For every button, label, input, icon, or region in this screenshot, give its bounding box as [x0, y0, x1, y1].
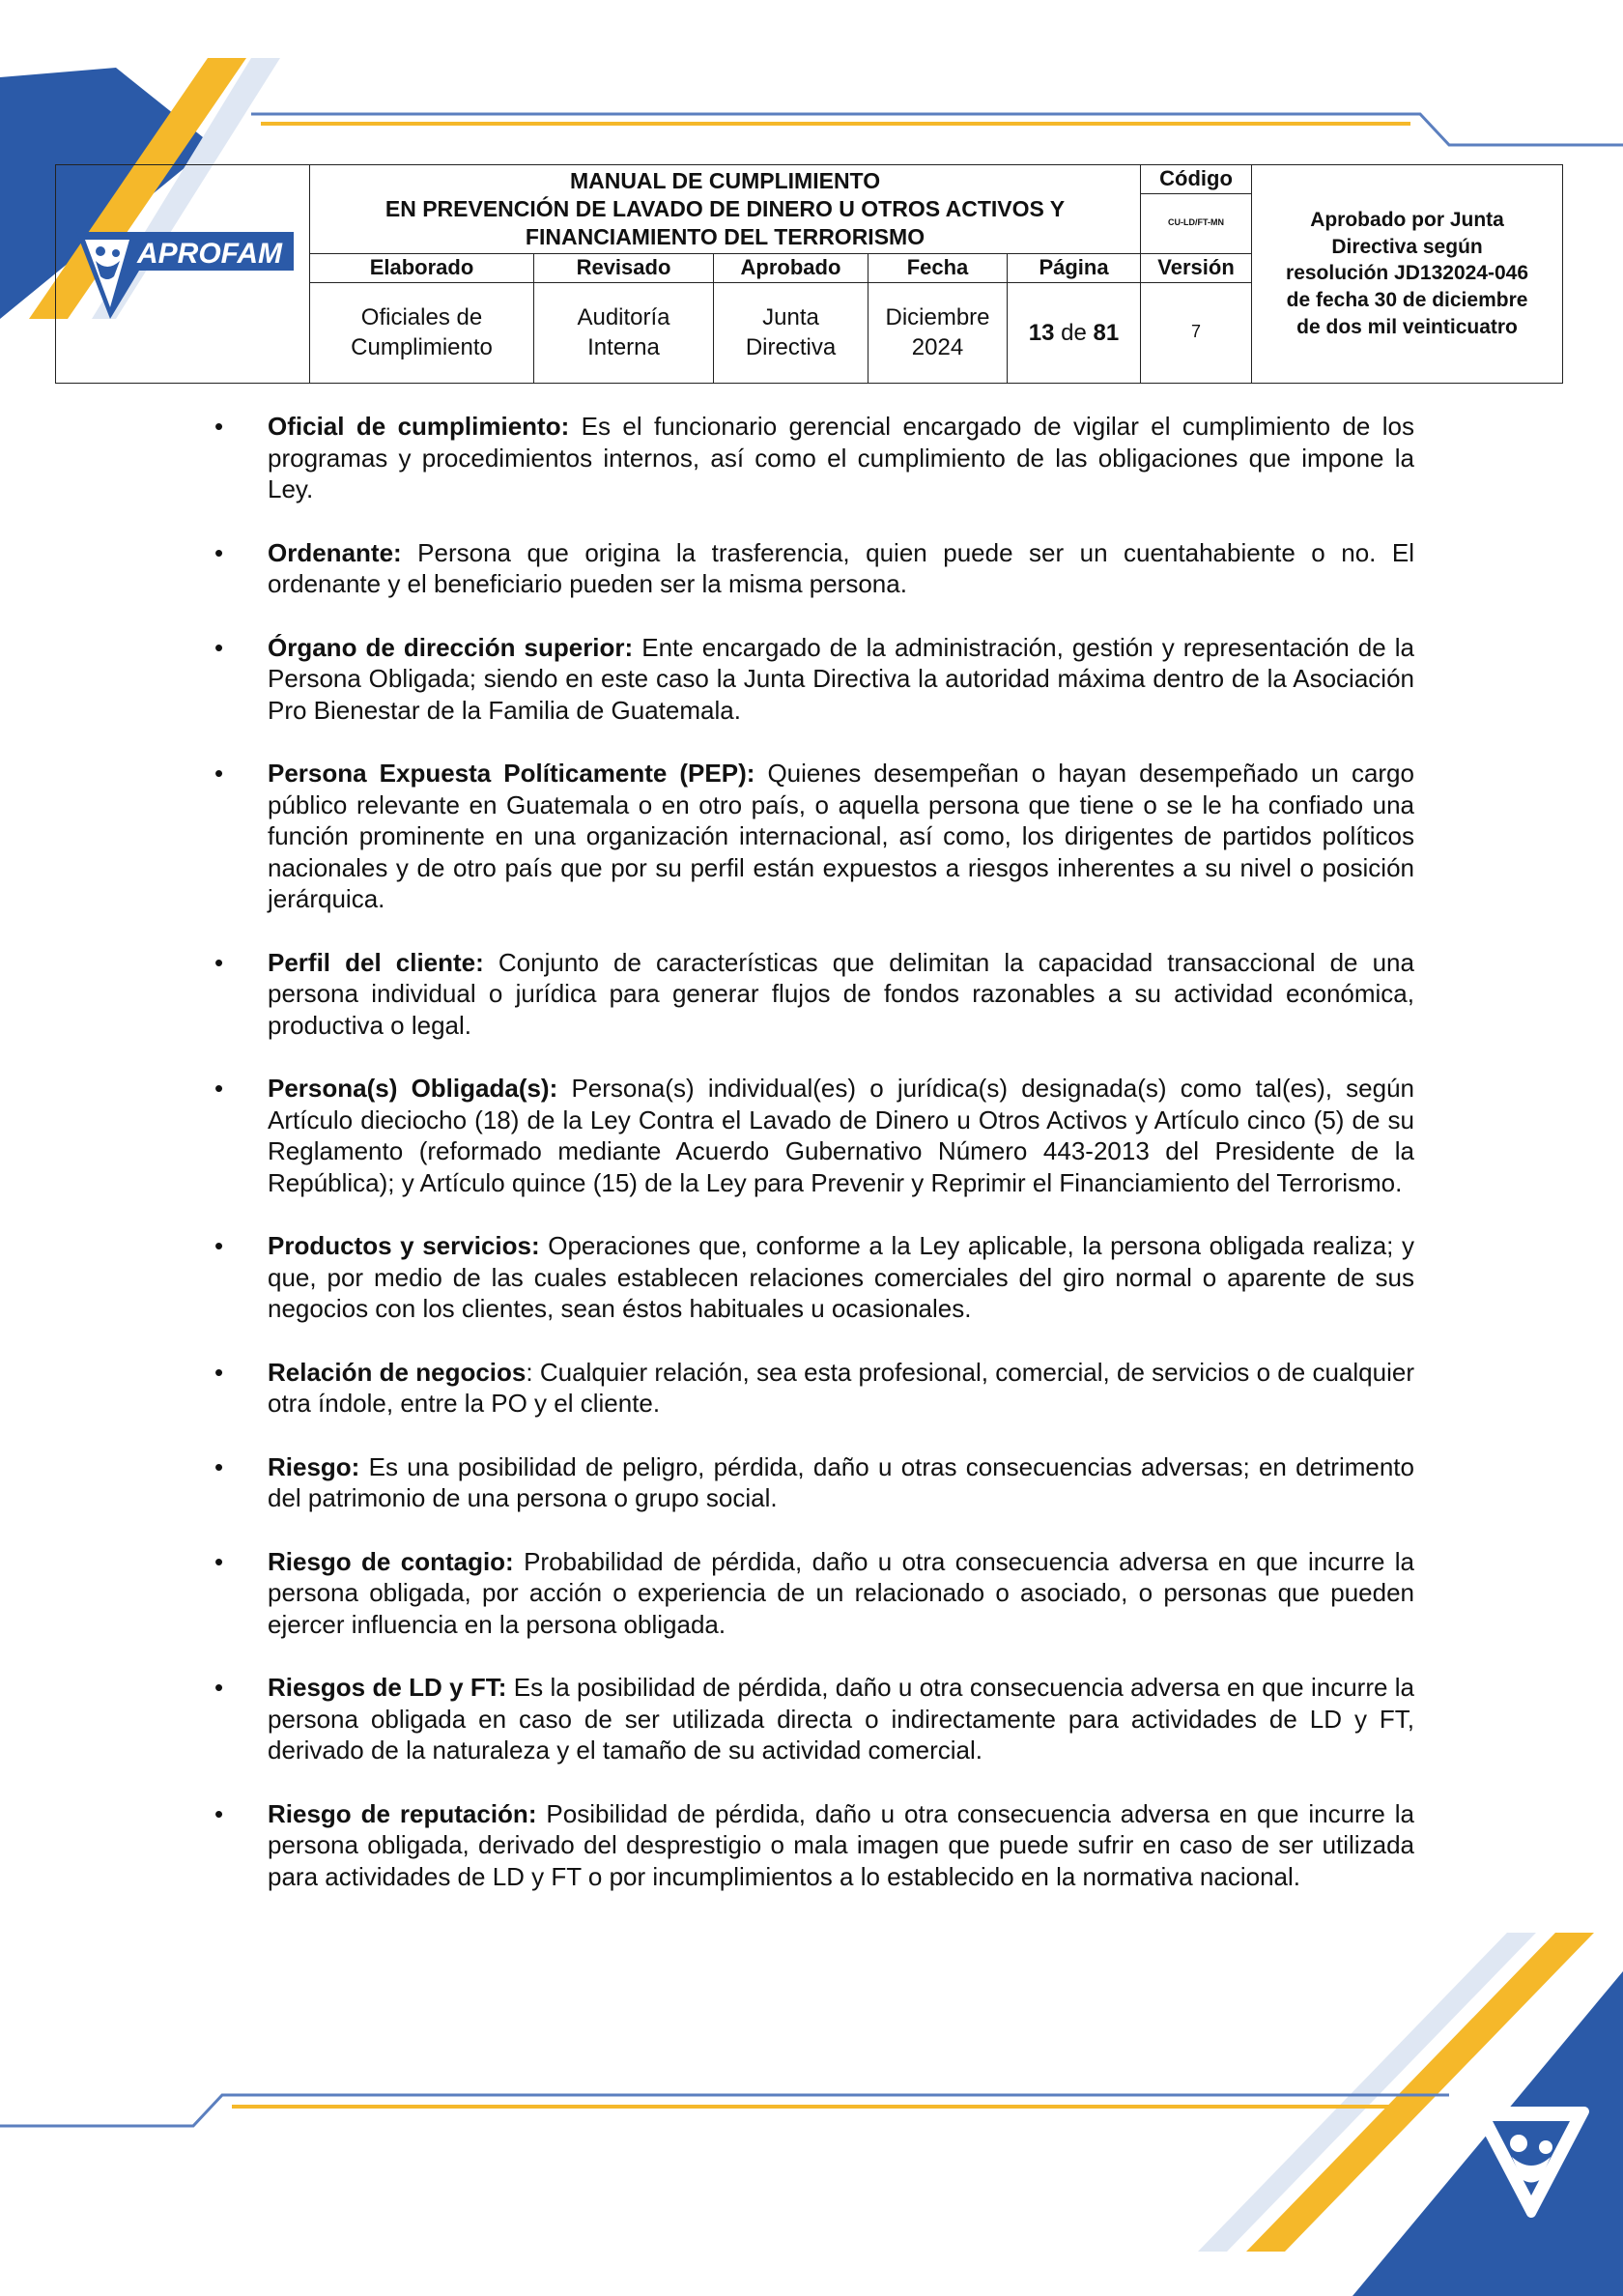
definition-item: [214, 537, 1414, 600]
bullet-icon: •: [214, 1798, 224, 1828]
pagina-label: Página: [1008, 253, 1141, 282]
bullet-icon: •: [214, 632, 224, 662]
definition-item: [214, 632, 1414, 727]
bullet-icon: •: [214, 1357, 224, 1387]
definition-text: Es una posibilidad de peligro, pérdida, daño u otras consecuencias adversas; en detrimento del patrimonio de una persona o grupo social.: [268, 1451, 1414, 1512]
page-number: 13 de 81: [1008, 282, 1141, 383]
bullet-icon: •: [214, 537, 224, 567]
revisado-label: Revisado: [534, 253, 714, 282]
definition-term: Riesgo de contagio:: [268, 1546, 514, 1576]
definition-text: Es el funcionario gerencial encargado de vigilar el cumplimiento de los programas y procedimientos internos, así como el cumplimiento de las obligaciones que impone la Ley.: [268, 412, 1414, 503]
bullet-icon: •: [214, 1451, 224, 1481]
revisado-value: Auditoría Interna: [534, 282, 714, 383]
definition-item: [214, 947, 1414, 1042]
definition-item: [214, 1546, 1414, 1641]
definition-text: Operaciones que, conforme a la Ley aplicable, la persona obligada realiza; y que, por medio de las cuales establecen relaciones comerciales del giro normal o aparente de sus negocios con los clientes, sean éstos habituales u ocasionales.: [268, 1231, 1415, 1323]
bullet-icon: •: [214, 1673, 224, 1702]
approval-note: Aprobado por Junta Directiva según resolución JD132024-046 de fecha 30 de diciembre de dos mil veinticuatro: [1252, 165, 1563, 384]
definition-term: Productos y servicios:: [268, 1231, 540, 1260]
definition-text: Ente encargado de la administración, gestión y representación de la Persona Obligada; siendo en este caso la Junta Directiva la autoridad máxima dentro de la Asociación Pro Bienestar de la Familia de Guatemala.: [268, 632, 1415, 725]
definition-term: Riesgo:: [268, 1451, 360, 1481]
definition-term: Relación de negocios: [268, 1357, 527, 1387]
definition-term: Perfil del cliente:: [268, 947, 484, 977]
definition-text: Conjunto de características que delimitan la capacidad transaccional de una persona individual o jurídica para generar flujos de fondos razonables a su actividad económica, productiva o legal.: [268, 947, 1414, 1040]
top-line: [251, 114, 1623, 145]
bullet-icon: •: [214, 759, 224, 788]
codigo-value: CU-LD/FT-MN: [1141, 193, 1252, 253]
definition-item: [214, 1798, 1414, 1893]
definition-item: [214, 411, 1414, 505]
bullet-icon: •: [214, 1074, 224, 1103]
version-label: Versión: [1141, 253, 1252, 282]
definition-term: Riesgo de reputación:: [268, 1798, 537, 1828]
fecha-label: Fecha: [868, 253, 1008, 282]
definitions-list: [214, 411, 1414, 1924]
definition-item: [214, 1672, 1414, 1766]
definition-term: Ordenante:: [268, 537, 402, 567]
definition-text: : Cualquier relación, sea esta profesional, comercial, de servicios o de cualquier otra índole, entre la PO y el cliente.: [268, 1357, 1414, 1418]
version-value: 7: [1141, 282, 1252, 383]
document-header-table: [55, 164, 1563, 384]
aprobado-label: Aprobado: [714, 253, 868, 282]
definition-term: Persona Expuesta Políticamente (PEP):: [268, 759, 755, 788]
definition-term: Oficial de cumplimiento:: [268, 412, 570, 441]
header-logo: [56, 165, 310, 384]
definition-item: [214, 1451, 1414, 1514]
definition-text: Probabilidad de pérdida, daño u otra consecuencia adversa en que incurre la persona obligada, por acción o experiencia de un relacionado o asociado, o personas que pueden ejercer influencia en la persona obligada.: [268, 1546, 1415, 1639]
definition-term: Órgano de dirección superior:: [268, 632, 634, 662]
bullet-icon: •: [214, 412, 224, 441]
definition-text: Persona(s) individual(es) o jurídica(s) designada(s) como tal(es), según Artículo dieciocho (18) de la Ley Contra el Lavado de Dinero u Otros Activos y Artículo cinco (5) de su Reglamento (reformado mediante Acuerdo Gubernativo Número 443-2013 del Presidente de la República); y Artículo quince (15) de la Ley para Prevenir y Reprimir el Financiamiento del Terrorismo.: [268, 1074, 1414, 1197]
aprofam-logo-icon: [71, 213, 294, 329]
definition-text: Persona que origina la trasferencia, quien puede ser un cuentahabiente o no. El ordenante y el beneficiario pueden ser la misma persona.: [268, 537, 1414, 598]
definition-item: [214, 1357, 1414, 1420]
definition-text: Posibilidad de pérdida, daño u otra consecuencia adversa en que incurre la persona obligada, derivado del desprestigio o mala imagen que puede sufrir en caso de ser utilizada para actividades de LD y FT o por incumplimientos a lo establecido en la normativa nacional.: [268, 1798, 1414, 1891]
definition-text: Es la posibilidad de pérdida, daño u otra consecuencia adversa en que incurre la persona obligada en caso de ser utilizada directa o indirectamente para actividades de LD y FT, derivado de la naturaleza y el tamaño de su actividad comercial.: [268, 1673, 1414, 1765]
bullet-icon: •: [214, 1546, 224, 1576]
codigo-label: Código: [1141, 165, 1252, 194]
bottom-line: [0, 2095, 1449, 2126]
fecha-value: Diciembre 2024: [868, 282, 1008, 383]
definition-item: [214, 758, 1414, 915]
elaborado-value: Oficiales de Cumplimiento: [310, 282, 534, 383]
bullet-icon: •: [214, 1231, 224, 1260]
definition-item: [214, 1073, 1414, 1198]
bullet-icon: •: [214, 947, 224, 977]
definition-term: Persona(s) Obligada(s):: [268, 1074, 558, 1103]
definition-item: [214, 1230, 1414, 1325]
definition-text: Quienes desempeñan o hayan desempeñado un cargo público relevante en Guatemala o en otro país, o aquella persona que tiene o se le ha confiado una función prominente en una organización internacional, así como, los dirigentes de partidos políticos nacionales y de otro país que por su perfil están expuestos a riesgos inherentes a su nivel o posición jerárquica.: [268, 759, 1414, 913]
aprobado-value: Junta Directiva: [714, 282, 868, 383]
logo-text: APROFAM: [137, 237, 282, 270]
document-title: MANUAL DE CUMPLIMIENTO EN PREVENCIÓN DE LAVADO DE DINERO U OTROS ACTIVOS Y FINANCIAMIENTO DEL TERRORISMO: [310, 165, 1141, 254]
elaborado-label: Elaborado: [310, 253, 534, 282]
definition-term: Riesgos de LD y FT:: [268, 1673, 507, 1702]
